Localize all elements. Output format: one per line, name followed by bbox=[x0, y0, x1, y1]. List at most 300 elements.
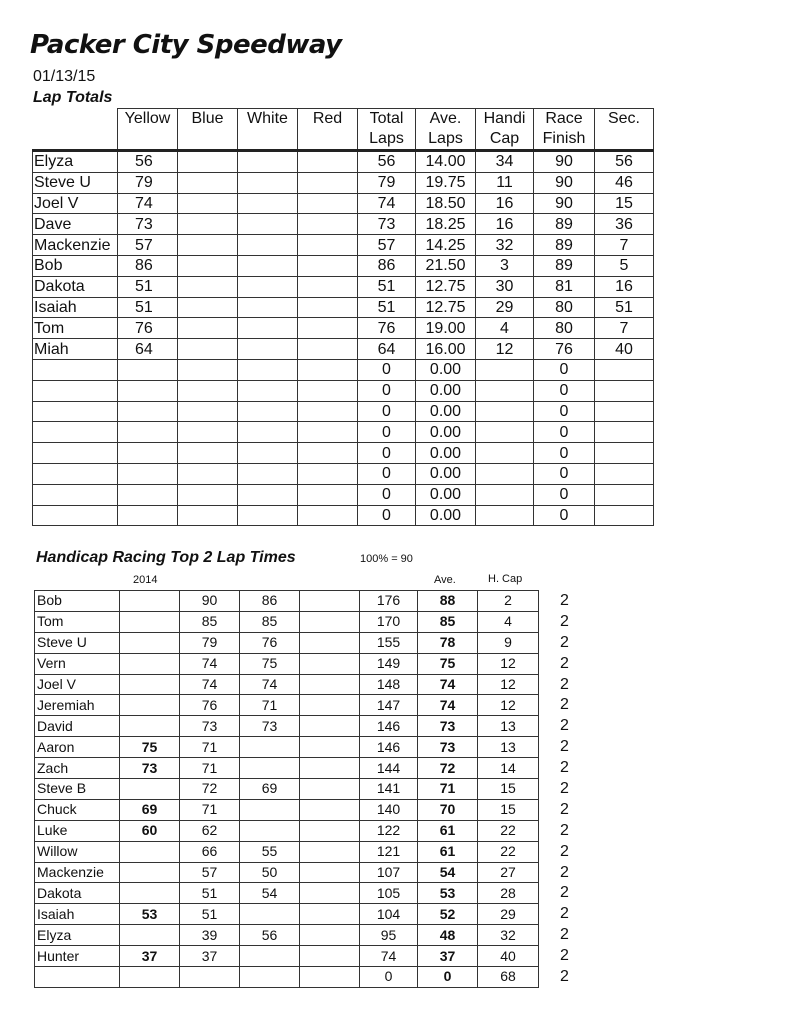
table-cell: 55 bbox=[240, 841, 300, 862]
table-cell: 64 bbox=[358, 339, 416, 360]
date: 01/13/15 bbox=[33, 68, 96, 85]
column-header-line1: Sec. bbox=[607, 110, 640, 127]
table-cell bbox=[298, 276, 358, 297]
driver-name: Dakota bbox=[35, 883, 120, 904]
table-cell bbox=[300, 716, 360, 737]
table-cell: 22 bbox=[478, 841, 539, 862]
table-cell: 0.00 bbox=[416, 422, 476, 443]
table-cell: 15 bbox=[478, 779, 539, 800]
table-cell: 90 bbox=[534, 172, 595, 193]
handicap-right-value: 2 bbox=[560, 780, 569, 798]
table-cell: 73 bbox=[118, 214, 178, 235]
table-cell: 18.25 bbox=[416, 214, 476, 235]
driver-name: Zach bbox=[35, 758, 120, 779]
table-row bbox=[35, 799, 539, 820]
column-header bbox=[595, 109, 654, 151]
table-cell bbox=[300, 946, 360, 967]
table-cell bbox=[298, 235, 358, 256]
table-cell: 40 bbox=[478, 946, 539, 967]
handicap-right-value: 2 bbox=[560, 905, 569, 923]
table-cell: 0 bbox=[534, 505, 595, 526]
table-row bbox=[35, 653, 539, 674]
table-cell: 9 bbox=[478, 632, 539, 653]
table-cell bbox=[300, 904, 360, 925]
table-cell: 15 bbox=[595, 193, 654, 214]
table-row bbox=[33, 235, 654, 256]
table-cell bbox=[118, 484, 178, 505]
column-header bbox=[298, 109, 358, 151]
driver-name bbox=[33, 443, 118, 464]
table-cell: 56 bbox=[118, 151, 178, 173]
table-cell bbox=[120, 611, 180, 632]
table-cell: 48 bbox=[418, 925, 478, 946]
table-cell: 12.75 bbox=[416, 276, 476, 297]
table-cell: 11 bbox=[476, 172, 534, 193]
table-row bbox=[33, 297, 654, 318]
table-cell bbox=[476, 443, 534, 464]
table-cell bbox=[178, 235, 238, 256]
table-cell: 74 bbox=[358, 193, 416, 214]
table-cell: 28 bbox=[478, 883, 539, 904]
table-cell: 149 bbox=[360, 653, 418, 674]
table-cell: 0 bbox=[358, 443, 416, 464]
table-cell: 0 bbox=[358, 422, 416, 443]
table-cell: 73 bbox=[418, 716, 478, 737]
table-cell bbox=[300, 674, 360, 695]
table-cell bbox=[238, 214, 298, 235]
table-cell: 14.00 bbox=[416, 151, 476, 173]
table-row bbox=[35, 758, 539, 779]
table-cell bbox=[178, 297, 238, 318]
table-cell: 88 bbox=[418, 591, 478, 612]
table-row bbox=[33, 172, 654, 193]
table-cell: 2 bbox=[478, 591, 539, 612]
table-cell: 51 bbox=[595, 297, 654, 318]
driver-name: Mackenzie bbox=[35, 862, 120, 883]
table-cell: 51 bbox=[118, 297, 178, 318]
table-cell bbox=[238, 401, 298, 422]
table-cell bbox=[298, 255, 358, 276]
table-cell: 61 bbox=[418, 820, 478, 841]
table-cell bbox=[120, 925, 180, 946]
table-cell bbox=[298, 297, 358, 318]
table-cell: 27 bbox=[478, 862, 539, 883]
table-cell bbox=[238, 339, 298, 360]
table-row bbox=[33, 339, 654, 360]
driver-name bbox=[33, 463, 118, 484]
table-cell: 61 bbox=[418, 841, 478, 862]
handicap-right-value: 2 bbox=[560, 717, 569, 735]
column-header-line1: Red bbox=[312, 110, 343, 127]
table-cell bbox=[178, 484, 238, 505]
table-cell: 81 bbox=[534, 276, 595, 297]
column-header bbox=[358, 109, 416, 151]
table-cell: 37 bbox=[180, 946, 240, 967]
table-cell bbox=[178, 172, 238, 193]
table-row bbox=[33, 505, 654, 526]
table-row bbox=[33, 276, 654, 297]
table-cell bbox=[120, 862, 180, 883]
table-row bbox=[35, 946, 539, 967]
table-row bbox=[35, 841, 539, 862]
table-cell: 90 bbox=[534, 151, 595, 173]
table-cell: 0 bbox=[358, 401, 416, 422]
driver-name: Isaiah bbox=[35, 904, 120, 925]
driver-name bbox=[33, 484, 118, 505]
column-header-line1: Blue bbox=[191, 110, 224, 127]
table-cell bbox=[300, 737, 360, 758]
table-row bbox=[33, 443, 654, 464]
table-cell bbox=[238, 255, 298, 276]
table-cell bbox=[118, 401, 178, 422]
table-cell: 37 bbox=[120, 946, 180, 967]
handicap-right-value: 2 bbox=[560, 926, 569, 944]
table-cell: 7 bbox=[595, 235, 654, 256]
table-cell bbox=[298, 401, 358, 422]
table-row bbox=[35, 591, 539, 612]
table-cell: 140 bbox=[360, 799, 418, 820]
table-cell: 12 bbox=[478, 695, 539, 716]
column-header-line1: White bbox=[247, 110, 288, 127]
table-cell bbox=[120, 674, 180, 695]
driver-name: Hunter bbox=[35, 946, 120, 967]
driver-name: Tom bbox=[35, 611, 120, 632]
table-row bbox=[35, 883, 539, 904]
handicap-right-value: 2 bbox=[560, 947, 569, 965]
table-cell: 12 bbox=[478, 674, 539, 695]
table-cell: 29 bbox=[478, 904, 539, 925]
table-cell bbox=[238, 443, 298, 464]
table-cell: 79 bbox=[118, 172, 178, 193]
table-cell: 72 bbox=[180, 779, 240, 800]
column-header-line1: Total bbox=[369, 110, 404, 127]
table-row bbox=[35, 674, 539, 695]
table-cell bbox=[178, 193, 238, 214]
lap-totals-header bbox=[33, 109, 654, 151]
driver-name: Steve U bbox=[33, 172, 118, 193]
table-cell: 0 bbox=[534, 484, 595, 505]
column-header-line2 bbox=[298, 129, 357, 149]
table-cell: 155 bbox=[360, 632, 418, 653]
driver-name: Dakota bbox=[33, 276, 118, 297]
driver-name: Elyza bbox=[35, 925, 120, 946]
table-cell: 85 bbox=[240, 611, 300, 632]
table-cell bbox=[298, 443, 358, 464]
table-cell: 0.00 bbox=[416, 463, 476, 484]
table-cell bbox=[120, 591, 180, 612]
table-cell: 0 bbox=[534, 380, 595, 401]
table-cell bbox=[595, 401, 654, 422]
column-header-line2 bbox=[595, 129, 653, 149]
table-cell: 78 bbox=[418, 632, 478, 653]
table-row bbox=[35, 611, 539, 632]
table-cell bbox=[118, 422, 178, 443]
table-cell bbox=[238, 422, 298, 443]
table-row bbox=[35, 737, 539, 758]
table-cell bbox=[238, 235, 298, 256]
column-header-line2: Finish bbox=[542, 130, 586, 147]
table-cell: 69 bbox=[240, 779, 300, 800]
table-cell: 66 bbox=[180, 841, 240, 862]
table-cell bbox=[118, 359, 178, 380]
table-cell: 0 bbox=[358, 463, 416, 484]
table-cell: 16 bbox=[595, 276, 654, 297]
table-cell: 54 bbox=[240, 883, 300, 904]
column-header bbox=[178, 109, 238, 151]
table-cell: 71 bbox=[180, 758, 240, 779]
table-row bbox=[35, 967, 539, 988]
table-cell: 75 bbox=[418, 653, 478, 674]
table-cell: 15 bbox=[478, 799, 539, 820]
table-cell bbox=[300, 862, 360, 883]
table-cell: 54 bbox=[418, 862, 478, 883]
handicap-right-value: 2 bbox=[560, 675, 569, 693]
table-cell: 50 bbox=[240, 862, 300, 883]
handicap-right-value: 2 bbox=[560, 592, 569, 609]
table-cell bbox=[180, 967, 240, 988]
table-cell: 0 bbox=[534, 401, 595, 422]
driver-name: Joel V bbox=[35, 674, 120, 695]
table-cell bbox=[298, 339, 358, 360]
handicap-title: Handicap Racing Top 2 Lap Times bbox=[36, 549, 296, 566]
table-cell: 68 bbox=[478, 967, 539, 988]
table-cell: 80 bbox=[534, 318, 595, 339]
table-cell: 76 bbox=[118, 318, 178, 339]
table-cell: 147 bbox=[360, 695, 418, 716]
table-cell: 74 bbox=[360, 946, 418, 967]
table-cell: 52 bbox=[418, 904, 478, 925]
table-cell: 121 bbox=[360, 841, 418, 862]
table-cell: 75 bbox=[120, 737, 180, 758]
driver-name: Jeremiah bbox=[35, 695, 120, 716]
table-cell bbox=[476, 505, 534, 526]
table-cell: 51 bbox=[358, 276, 416, 297]
table-cell bbox=[118, 505, 178, 526]
table-cell bbox=[298, 214, 358, 235]
table-cell bbox=[120, 632, 180, 653]
column-header-line2 bbox=[178, 129, 237, 149]
driver-name: Aaron bbox=[35, 737, 120, 758]
table-cell bbox=[300, 799, 360, 820]
table-cell: 71 bbox=[180, 737, 240, 758]
driver-name: Mackenzie bbox=[33, 235, 118, 256]
table-row bbox=[33, 484, 654, 505]
driver-name: David bbox=[35, 716, 120, 737]
table-cell: 0.00 bbox=[416, 359, 476, 380]
table-cell bbox=[300, 779, 360, 800]
table-cell bbox=[238, 318, 298, 339]
table-cell bbox=[595, 505, 654, 526]
handicap-right-value: 2 bbox=[560, 800, 569, 818]
table-cell: 60 bbox=[120, 820, 180, 841]
column-header-line1: Ave. bbox=[429, 110, 462, 127]
table-cell bbox=[595, 380, 654, 401]
driver-name: Bob bbox=[35, 591, 120, 612]
table-cell bbox=[238, 484, 298, 505]
table-cell bbox=[120, 695, 180, 716]
table-cell: 57 bbox=[180, 862, 240, 883]
table-cell: 79 bbox=[358, 172, 416, 193]
table-cell: 0 bbox=[418, 967, 478, 988]
table-cell: 21.50 bbox=[416, 255, 476, 276]
table-cell: 176 bbox=[360, 591, 418, 612]
table-row bbox=[33, 401, 654, 422]
table-row bbox=[35, 632, 539, 653]
table-row bbox=[33, 193, 654, 214]
table-cell: 16 bbox=[476, 214, 534, 235]
driver-name: Chuck bbox=[35, 799, 120, 820]
table-cell: 4 bbox=[476, 318, 534, 339]
driver-name bbox=[33, 380, 118, 401]
table-row bbox=[33, 214, 654, 235]
table-cell: 73 bbox=[418, 737, 478, 758]
table-cell: 56 bbox=[240, 925, 300, 946]
column-header bbox=[476, 109, 534, 151]
driver-name: Bob bbox=[33, 255, 118, 276]
driver-name bbox=[33, 401, 118, 422]
table-cell: 85 bbox=[418, 611, 478, 632]
handicap-right-value: 2 bbox=[560, 738, 569, 756]
table-cell: 86 bbox=[358, 255, 416, 276]
table-cell: 13 bbox=[478, 716, 539, 737]
column-header-line2 bbox=[118, 129, 177, 149]
driver-name bbox=[33, 422, 118, 443]
table-cell bbox=[298, 359, 358, 380]
table-cell bbox=[178, 276, 238, 297]
table-cell: 12.75 bbox=[416, 297, 476, 318]
table-row bbox=[33, 359, 654, 380]
table-cell: 85 bbox=[180, 611, 240, 632]
table-cell bbox=[238, 505, 298, 526]
lap-totals-title: Lap Totals bbox=[33, 89, 113, 106]
table-cell: 57 bbox=[358, 235, 416, 256]
table-cell bbox=[298, 172, 358, 193]
table-cell: 32 bbox=[478, 925, 539, 946]
table-cell bbox=[178, 463, 238, 484]
driver-name bbox=[35, 967, 120, 988]
table-cell: 51 bbox=[180, 904, 240, 925]
table-cell bbox=[595, 443, 654, 464]
table-cell: 74 bbox=[418, 695, 478, 716]
table-cell: 89 bbox=[534, 214, 595, 235]
table-cell bbox=[178, 359, 238, 380]
driver-name: Elyza bbox=[33, 151, 118, 173]
table-cell: 76 bbox=[240, 632, 300, 653]
table-cell bbox=[595, 359, 654, 380]
table-row bbox=[35, 695, 539, 716]
page-title: Packer City Speedway bbox=[30, 30, 342, 60]
table-cell bbox=[120, 653, 180, 674]
column-header-line2 bbox=[238, 129, 297, 149]
table-cell: 0 bbox=[358, 484, 416, 505]
table-cell bbox=[238, 172, 298, 193]
table-row bbox=[35, 779, 539, 800]
table-cell bbox=[240, 737, 300, 758]
table-cell bbox=[300, 632, 360, 653]
table-cell bbox=[240, 904, 300, 925]
column-header bbox=[238, 109, 298, 151]
table-cell: 14.25 bbox=[416, 235, 476, 256]
table-cell: 32 bbox=[476, 235, 534, 256]
table-cell: 16.00 bbox=[416, 339, 476, 360]
table-cell bbox=[238, 463, 298, 484]
table-cell: 105 bbox=[360, 883, 418, 904]
table-cell bbox=[300, 967, 360, 988]
table-cell bbox=[178, 380, 238, 401]
table-cell: 37 bbox=[418, 946, 478, 967]
driver-name: Dave bbox=[33, 214, 118, 235]
table-cell bbox=[298, 463, 358, 484]
table-cell bbox=[476, 380, 534, 401]
table-cell bbox=[300, 591, 360, 612]
driver-name: Miah bbox=[33, 339, 118, 360]
table-cell: 0 bbox=[358, 380, 416, 401]
table-cell: 0 bbox=[358, 505, 416, 526]
column-header-line1: Handi bbox=[483, 110, 526, 127]
table-cell: 0 bbox=[358, 359, 416, 380]
table-cell bbox=[178, 255, 238, 276]
driver-name: Joel V bbox=[33, 193, 118, 214]
handicap-right-value: 2 bbox=[560, 633, 569, 651]
table-cell bbox=[118, 380, 178, 401]
table-cell bbox=[476, 422, 534, 443]
table-cell: 12 bbox=[476, 339, 534, 360]
table-cell: 95 bbox=[360, 925, 418, 946]
table-cell: 146 bbox=[360, 716, 418, 737]
table-cell bbox=[238, 359, 298, 380]
table-cell: 148 bbox=[360, 674, 418, 695]
table-row bbox=[35, 716, 539, 737]
table-cell: 89 bbox=[534, 255, 595, 276]
table-cell: 51 bbox=[118, 276, 178, 297]
table-cell: 56 bbox=[595, 151, 654, 173]
table-cell bbox=[300, 925, 360, 946]
table-cell: 62 bbox=[180, 820, 240, 841]
table-cell: 4 bbox=[478, 611, 539, 632]
driver-name: Isaiah bbox=[33, 297, 118, 318]
table-cell bbox=[298, 505, 358, 526]
table-cell bbox=[300, 841, 360, 862]
table-cell: 122 bbox=[360, 820, 418, 841]
table-cell: 22 bbox=[478, 820, 539, 841]
table-cell bbox=[476, 484, 534, 505]
table-cell: 71 bbox=[418, 779, 478, 800]
table-cell: 71 bbox=[180, 799, 240, 820]
table-cell bbox=[238, 297, 298, 318]
table-cell: 74 bbox=[118, 193, 178, 214]
table-cell: 16 bbox=[476, 193, 534, 214]
percent-note: 100% = 90 bbox=[360, 553, 413, 565]
table-cell: 0 bbox=[534, 422, 595, 443]
table-row bbox=[35, 820, 539, 841]
table-cell: 19.00 bbox=[416, 318, 476, 339]
table-cell: 34 bbox=[476, 151, 534, 173]
table-cell bbox=[595, 484, 654, 505]
table-cell: 40 bbox=[595, 339, 654, 360]
table-cell: 144 bbox=[360, 758, 418, 779]
table-cell: 69 bbox=[120, 799, 180, 820]
table-cell bbox=[238, 193, 298, 214]
table-row bbox=[33, 151, 654, 173]
handicap-right-value: 2 bbox=[560, 842, 569, 860]
table-cell: 36 bbox=[595, 214, 654, 235]
table-cell: 170 bbox=[360, 611, 418, 632]
table-cell bbox=[300, 611, 360, 632]
header-corner bbox=[33, 109, 118, 151]
table-cell bbox=[476, 463, 534, 484]
table-row bbox=[33, 318, 654, 339]
table-cell bbox=[120, 716, 180, 737]
